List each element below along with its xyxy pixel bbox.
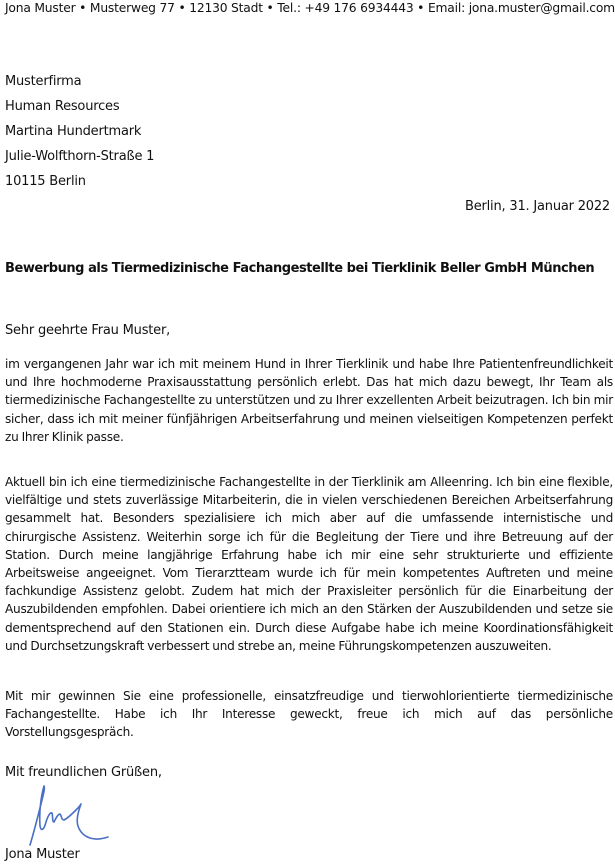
handwritten-signature-icon (28, 782, 118, 848)
recipient-company: Musterfirma (5, 74, 82, 89)
recipient-department: Human Resources (5, 99, 120, 114)
recipient-street: Julie-Wolfthorn-Straße 1 (5, 149, 155, 164)
letter-closing: Mit freundlichen Grüßen, (5, 765, 162, 780)
body-paragraph-3: Mit mir gewinnen Sie eine professionelle, einsatzfreudige und tierwohlorientierte tiermedizinische Fachangestellte. Habe ich Ihr Interesse geweckt, freue ich mich auf das persönliche Vorstellungsgespräch. (5, 689, 613, 740)
sender-contact-line: Jona Muster • Musterweg 77 • 12130 Stadt • Tel.: +49 176 6934443 • Email: jona.muster@gmail.com (5, 1, 615, 15)
body-paragraph-2: Aktuell bin ich eine tiermedizinische Fachangestellte in der Tierklinik am Alleenring. Ich bin eine flexible, vielfältige und stets zuverlässige Mitarbeiterin, die in vielen verschiedenen Bereichen Arbeitserfahrung gesammelt hat. Besonders spezialisiere ich mich aber auf die umfassende internistische und chirurgische Assistenz. Weiterhin sorge ich für die Begleitung der Tiere und ihre Betreuung auf der Station. Durch meine langjährige Erfahrung habe ich mir eine sehr strukturierte und effiziente Arbeitsweise angeeignet. Vom Tierarztteam wurde ich für mein kompetentes Auftreten und meine fachkundige Assistenz gelobt. Zudem hat mich der Praxisleiter persönlich für die Einarbeitung der Auszubildenden empfohlen. Dabei orientiere ich mich an den Stärken der Auszubildenden und setze sie dementsprechend auf den Stationen ein. Durch diese Aufgabe habe ich meine Koordinationsfähigkeit und Durchsetzungskraft verbessert und strebe an, meine Führungskompetenzen auszuweiten. (5, 475, 613, 653)
recipient-address-block (5, 72, 154, 197)
letter-subject: Bewerbung als Tiermedizinische Fachangestellte bei Tierklinik Beller GmbH München (5, 261, 595, 276)
letter-date: Berlin, 31. Januar 2022 (464, 199, 610, 214)
letter-salutation: Sehr geehrte Frau Muster, (5, 323, 171, 338)
signer-name: Jona Muster (5, 847, 80, 862)
body-paragraph-1: im vergangenen Jahr war ich mit meinem Hund in Ihrer Tierklinik und habe Ihre Patientenfreundlichkeit und Ihre hochmoderne Praxisausstattung persönlich erlebt. Das hat mich dazu bewegt, Ihr Team als tiermedizinische Fachangestellte zu unterstützen und zu Ihrer exzellenten Arbeit beizutragen. Ich bin mir sicher, dass ich mit meiner fünfjährigen Arbeitserfahrung und meinen vielseitigen Kompetenzen perfekt zu Ihrer Klinik passe. (5, 357, 613, 444)
recipient-city: 10115 Berlin (5, 174, 86, 189)
recipient-contact-person: Martina Hundertmark (5, 124, 142, 139)
